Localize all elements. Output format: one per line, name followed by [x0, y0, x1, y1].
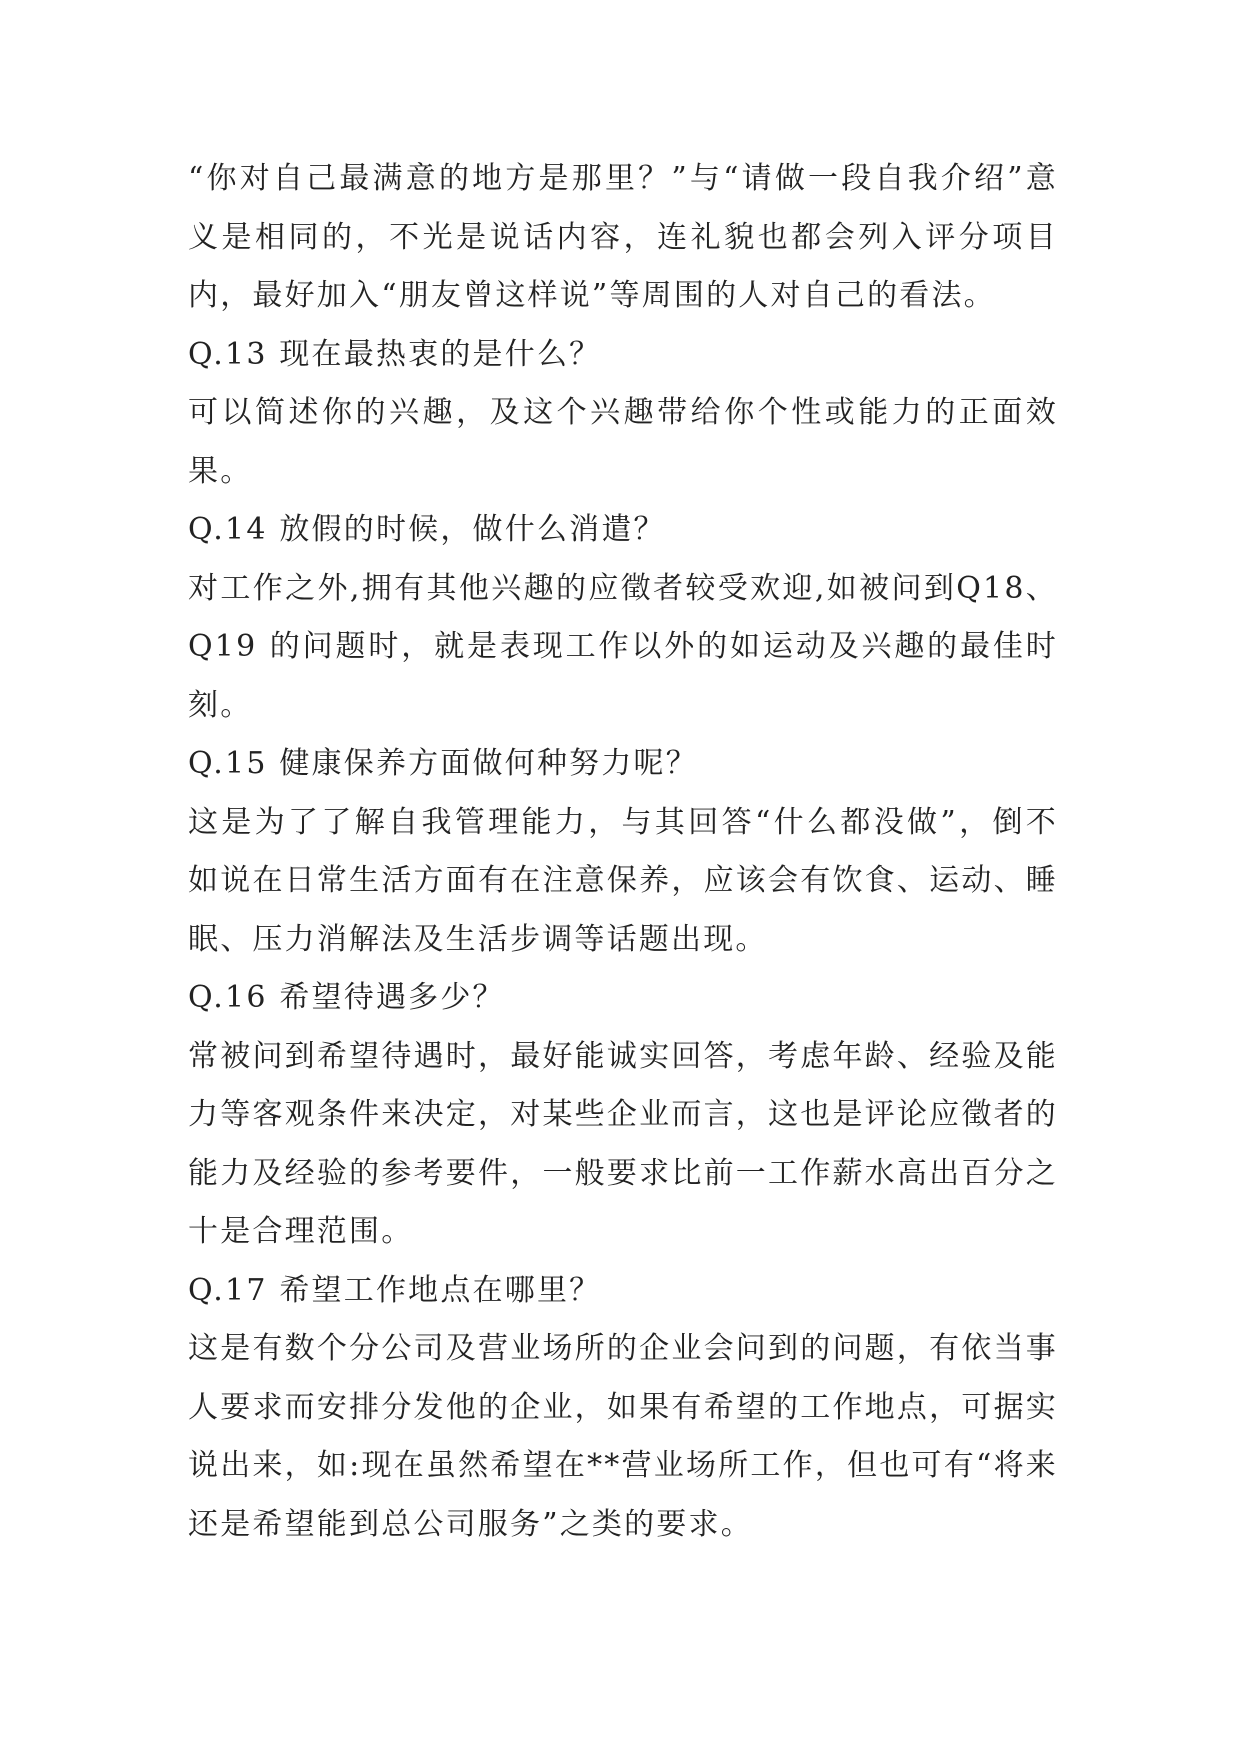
paragraph-intro: “你对自己最满意的地方是那里？”与“请做一段自我介绍”意义是相同的，不光是说话内容，连礼貌也都会列入评分项目内，最好加入“朋友曾这样说”等周围的人对自己的看法。: [188, 161, 1058, 313]
answer-17: 这是有数个分公司及营业场所的企业会问到的问题，有依当事人要求而安排分发他的企业，如果有希望的工作地点，可据实说出来，如:现在虽然希望在**营业场所工作，但也可有“将来还是希望能到总公司服务”之类的要求。: [188, 1331, 1058, 1542]
question-15: Q.15 健康保养方面做何种努力呢？: [188, 746, 698, 781]
question-17: Q.17 希望工作地点在哪里？: [188, 1272, 602, 1308]
answer-16: 常被问到希望待遇时，最好能诚实回答，考虑年龄、经验及能力等客观条件来决定，对某些企业而言，这也是评论应徵者的能力及经验的参考要件，一般要求比前一工作薪水高出百分之十是合理范围。: [188, 1038, 1058, 1249]
answer-13: 可以简述你的兴趣，及这个兴趣带给你个性或能力的正面效果。: [188, 395, 1058, 489]
question-13: Q.13 现在最热衷的是什么？: [188, 336, 602, 372]
answer-15: 这是为了了解自我管理能力，与其回答“什么都没做”，倒不如说在日常生活方面有在注意保养，应该会有饮食、运动、睡眠、压力消解法及生活步调等话题出现。: [188, 804, 1058, 957]
question-16: Q.16 希望待遇多少？: [188, 980, 505, 1015]
document-body: [188, 150, 1058, 1554]
answer-14: 对工作之外,拥有其他兴趣的应徵者较受欢迎,如被问到Q18、Q19 的问题时，就是表现工作以外的如运动及兴趣的最佳时刻。: [188, 570, 1058, 723]
question-14: Q.14 放假的时候，做什么消遣？: [188, 512, 666, 547]
